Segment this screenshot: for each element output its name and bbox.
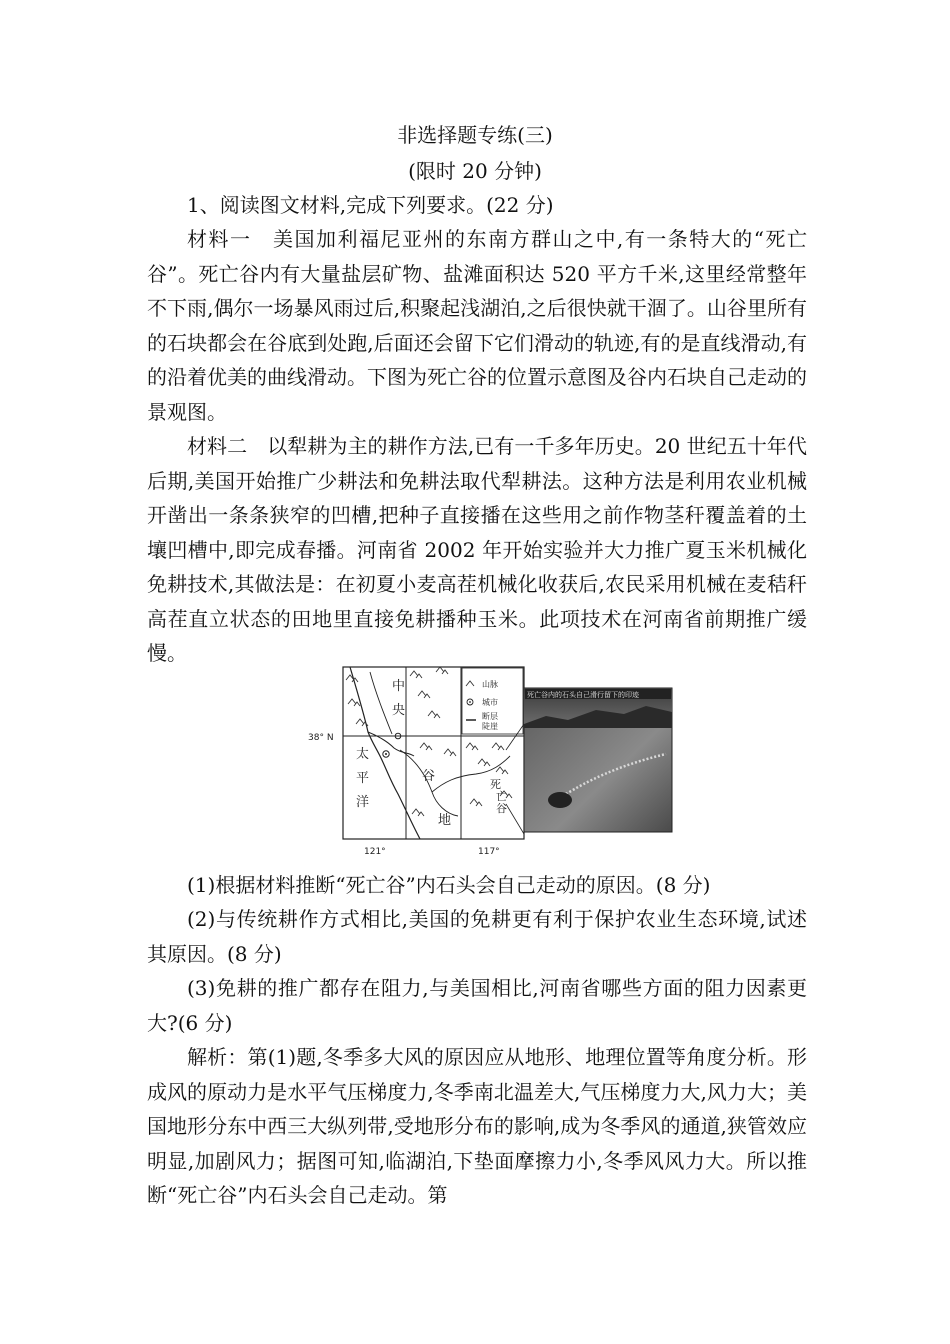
map-label-basin: 地 [438,813,452,828]
legend-city-label: 城市 [482,698,498,707]
map-label-central-2: 央 [392,703,406,718]
map-label-pacific-3: 洋 [356,795,370,810]
time-limit: (限时 20 分钟) [408,159,542,183]
map-label-central-1: 中 [392,679,406,694]
photo-caption: 死亡谷内的石头自己滑行留下的印迹 [527,691,639,699]
map-label-valley: 谷 [422,769,436,784]
material-two: 材料二 以犁耕为主的耕作方法,已有一千多年历史。20 世纪五十年代后期,美国开始推广少耕法和免耕法取代犁耕法。这种方法是利用农业机械开凿出一条条狭窄的凹槽,把种子直接播在这些用之前作物茎秆覆盖着的土壤凹槽中,即完成春播。河南省 2002 年开始实验并大力推广夏玉米机械化免耕技术,其做法是：在初夏小麦高茬机械化收获后,农民采用机械在麦秸秆高茬直立状态的田地里直接免耕播种玉米。此项技术在河南省前期推广缓慢。 [147,434,807,665]
map-label-pacific-2: 平 [356,771,370,786]
death-valley-figure [306,664,678,860]
question-one: (1)根据材料推断“死亡谷”内石头会自己走动的原因。(8 分) [187,873,711,897]
map-label-pacific-1: 太 [356,747,370,762]
analysis-text: 解析：第(1)题,冬季多大风的原因应从地形、地理位置等角度分析。形成风的原动力是水平气压梯度力,冬季南北温差大,气压梯度力大,风力大；美国地形分东中西三大纵列带,受地形分布的影响,成为冬季风的通道,狭管效应明显,加剧风力；据图可知,临湖泊,下垫面摩擦力小,冬季风风力大。所以推断“死亡谷”内石头会自己走动。第 [147,1045,807,1207]
material-one: 材料一 美国加利福尼亚州的东南方群山之中,有一条特大的“死亡谷”。死亡谷内有大量盐层矿物、盐滩面积达 520 平方千米,这里经常整年不下雨,偶尔一场暴风雨过后,积聚起浅湖泊,之后很快就干涸了。山谷里所有的石块都会在谷底到处跑,后面还会留下它们滑动的轨迹,有的是直线滑动,有的沿着优美的曲线滑动。下图为死亡谷的位置示意图及谷内石块自己走动的景观图。 [147,227,807,424]
sliding-rock-photo [524,688,672,832]
legend-fault-label-2: 陡崖 [482,722,498,731]
map-label-death-2: 亡 [496,790,507,803]
question-two: (2)与传统耕作方式相比,美国的免耕更有利于保护农业生态环境,试述其原因。(8 分) [147,907,807,966]
page-title: 非选择题专练(三) [397,123,553,147]
longitude-121-label: 121° [364,847,386,857]
location-map [306,664,678,860]
map-label-death-3: 谷 [496,802,507,815]
longitude-117-label: 117° [478,847,500,857]
latitude-label: 38° N [308,733,334,743]
question-intro: 1、阅读图文材料,完成下列要求。(22 分) [187,193,554,217]
legend-mountain-label: 山脉 [482,680,498,689]
question-three: (3)免耕的推广都存在阻力,与美国相比,河南省哪些方面的阻力因素更大?(6 分) [147,976,807,1035]
legend-fault-label-1: 断层 [482,712,498,721]
map-label-death-1: 死 [490,778,501,791]
